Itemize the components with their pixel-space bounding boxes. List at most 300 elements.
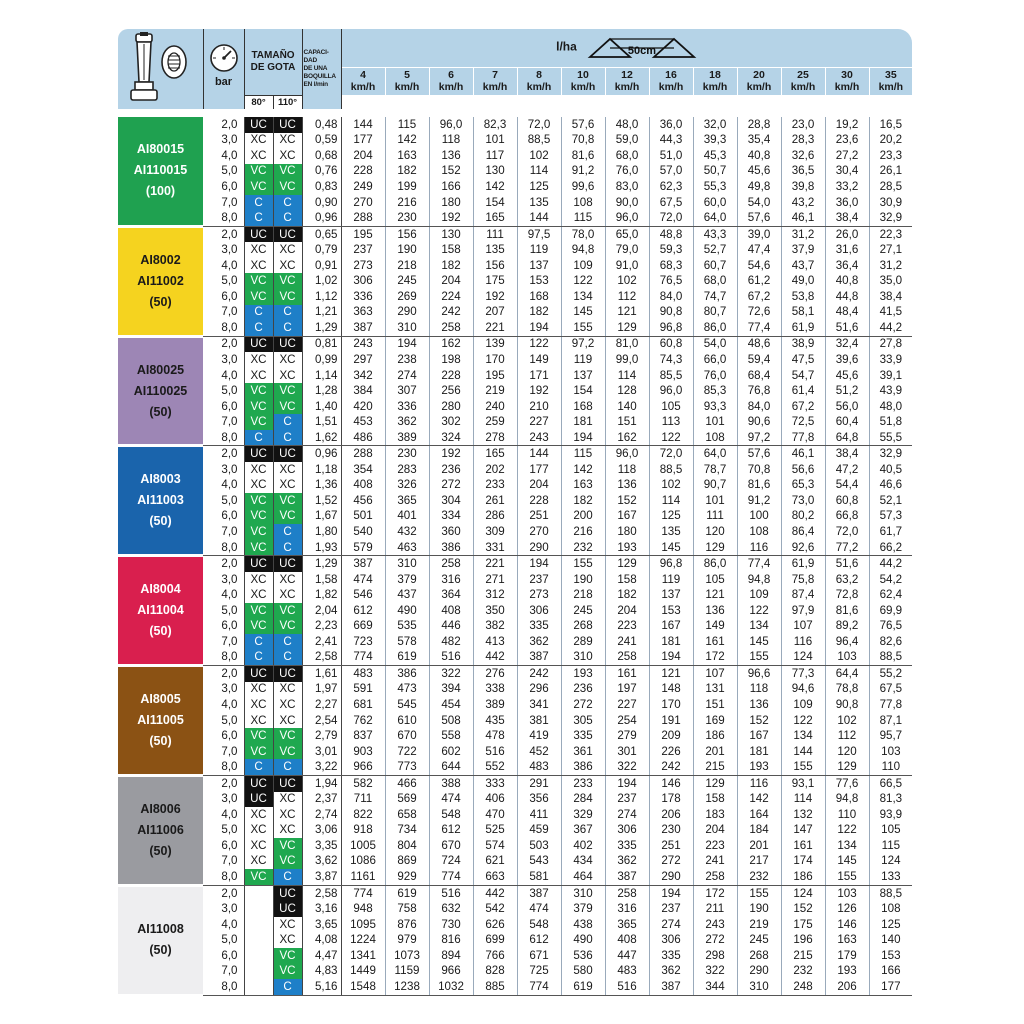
flow-value: 2,54 [302,713,341,729]
rate-value: 279 [605,728,649,744]
rate-value: 387 [605,869,649,885]
drop-size-110: C [273,759,302,775]
rate-value: 228 [517,493,561,509]
rate-value: 136 [737,697,781,713]
drop-size-110: C [273,195,302,211]
rate-value: 186 [781,869,825,885]
rate-value: 232 [561,540,605,556]
rate-value: 48,8 [649,226,693,242]
rate-value: 84,0 [737,399,781,415]
rate-value: 190 [385,242,429,258]
rate-value: 59,0 [605,133,649,149]
rate-value: 734 [385,823,429,839]
rate-value: 268 [737,948,781,964]
rate-value: 88,5 [879,886,903,900]
rate-value: 258 [429,320,473,336]
rate-value: 33,9 [879,352,903,366]
rate-value: 237 [517,572,561,588]
rate-value: 122 [649,430,693,446]
rate-value: 126 [825,901,869,917]
rate-value: 90,6 [737,414,781,430]
rate-value: 103 [825,650,869,666]
rate-value: 1095 [341,917,385,933]
pressure-value: 7,0 [203,414,244,430]
rate-value: 48,0 [605,117,649,133]
table-row [118,540,912,556]
rate-value: 78,8 [825,682,869,698]
rate-value: 876 [385,917,429,933]
rate-value: 52,7 [693,242,737,258]
rate-value: 60,7 [693,258,737,274]
rate-value: 96,0 [605,210,649,226]
rate-value: 354 [341,462,385,478]
rate-value: 545 [385,697,429,713]
rate-value: 19,2 [825,117,869,133]
rate-value: 72,0 [649,210,693,226]
rate-value: 612 [517,932,561,948]
rate-value: 109 [737,587,781,603]
rate-value: 536 [561,948,605,964]
drop-size-80: C [244,759,273,775]
rate-value: 140 [605,399,649,415]
table-row [118,587,912,603]
rate-value: 162 [605,430,649,446]
drop-size-80 [244,917,273,933]
speed-header: 25 km/h [781,67,825,95]
rate-value: 408 [429,603,473,619]
rate-value: 503 [517,838,561,854]
rate-value: 181 [649,634,693,650]
pressure-value: 8,0 [203,320,244,336]
rate-value: 204 [517,478,561,494]
pressure-value: 6,0 [203,948,244,964]
rate-value: 227 [517,414,561,430]
rate-value: 60,8 [825,493,869,509]
rate-value: 133 [869,869,912,885]
rate-value: 309 [473,524,517,540]
rate-value: 199 [385,179,429,195]
rate-value: 256 [429,383,473,399]
rate-value: 552 [473,759,517,775]
rate-value: 210 [517,399,561,415]
rate-value: 379 [561,901,605,917]
flow-value: 1,12 [302,289,341,305]
table-row [118,368,912,384]
rate-value: 306 [605,823,649,839]
drop-size-110: UC [273,446,302,462]
rate-value: 174 [781,854,825,870]
rate-value: 51,2 [825,383,869,399]
rate-value: 56,6 [781,462,825,478]
flow-value: 1,14 [302,368,341,384]
rate-value: 290 [517,540,561,556]
table-row [118,572,912,588]
rate-value: 272 [429,478,473,494]
drop-size-110: VC [273,493,302,509]
rate-value: 35,0 [879,274,903,288]
nozzle-label: AI8004 AI11004 (50) [118,556,203,666]
rate-value: 105 [649,399,693,415]
drop-size-80: XC [244,854,273,870]
rate-value: 76,8 [737,383,781,399]
rate-value: 60,0 [693,195,737,211]
rate-value: 273 [517,587,561,603]
rate-value: 57,6 [737,210,781,226]
rate-value: 134 [737,619,781,635]
rate-value: 190 [737,901,781,917]
rate-value: 135 [517,195,561,211]
rate-value: 91,2 [737,493,781,509]
rate-value: 96,4 [825,634,869,650]
rate-value: 134 [825,838,869,854]
drop-size-80 [244,885,273,901]
rate-value: 837 [341,728,385,744]
rate-value: 46,1 [781,210,825,226]
rate-value: 136 [605,478,649,494]
rate-value: 153 [649,603,693,619]
pressure-value: 4,0 [203,587,244,603]
nozzle-label: AI80025 AI110025 (50) [118,336,203,446]
drop-size-80: XC [244,462,273,478]
rate-value: 145 [561,305,605,321]
rate-value: 236 [561,682,605,698]
flow-value: 0,76 [302,164,341,180]
rate-value: 232 [737,869,781,885]
rate-value: 223 [693,838,737,854]
pressure-value: 7,0 [203,744,244,760]
rate-value: 72,0 [825,524,869,540]
drop-size-110: VC [273,838,302,854]
rate-value: 20,2 [879,133,903,147]
table-row [118,195,912,211]
rate-value: 95,7 [879,729,903,743]
drop-size-110: UC [273,336,302,352]
rate-value: 558 [429,728,473,744]
table-row [118,352,912,368]
rate-value: 155 [561,556,605,572]
rate-value: 122 [781,713,825,729]
rate-value: 60,8 [649,336,693,352]
rate-value: 172 [693,885,737,901]
rate-value: 490 [385,603,429,619]
pressure-gauge-icon [209,43,239,73]
rate-value: 156 [473,258,517,274]
rate-value: 78,0 [561,226,605,242]
drop-size-110: XC [273,478,302,494]
rate-value: 54,7 [781,368,825,384]
rate-value: 48,0 [879,399,903,413]
rate-value: 766 [473,948,517,964]
rate-value: 81,6 [737,478,781,494]
rate-value: 75,8 [781,572,825,588]
rate-value: 26,1 [879,164,903,178]
rate-value: 57,6 [737,446,781,462]
drop-size-110: VC [273,273,302,289]
rate-value: 43,3 [693,226,737,242]
pressure-value: 8,0 [203,759,244,775]
rate-value: 72,0 [517,117,561,133]
rate-value: 273 [341,258,385,274]
table-row [118,885,912,901]
rate-value: 129 [605,556,649,572]
rate-value: 31,2 [879,258,903,272]
speed-header: 10 km/h [561,67,605,95]
rate-value: 290 [737,964,781,980]
rate-value: 177 [869,979,912,995]
drop-size-80: VC [244,289,273,305]
drop-size-110: XC [273,792,302,808]
rate-value: 62,4 [879,588,903,602]
rate-value: 268 [561,619,605,635]
rate-value: 1224 [341,932,385,948]
rate-value: 54,0 [693,336,737,352]
rate-value: 438 [561,917,605,933]
rate-value: 1005 [341,838,385,854]
rate-value: 548 [429,807,473,823]
rate-value: 87,1 [879,713,903,727]
pressure-value: 5,0 [203,713,244,729]
rate-value: 142 [473,179,517,195]
rate-value: 51,6 [825,320,869,336]
rate-value: 290 [649,869,693,885]
rate-value: 116 [781,634,825,650]
nozzle-label: AI11008 (50) [118,885,203,995]
rate-value: 154 [561,383,605,399]
rate-value: 237 [341,242,385,258]
drop-size-110: UC [273,901,302,917]
rate-value: 115 [385,117,429,133]
rate-value: 172 [693,650,737,666]
rate-value: 221 [473,320,517,336]
rate-value: 83,0 [605,179,649,195]
rate-value: 146 [649,775,693,791]
spray-rate-table [118,29,912,997]
rate-value: 107 [781,619,825,635]
rate-value: 102 [517,148,561,164]
rate-value: 137 [517,258,561,274]
rate-value: 27,2 [825,148,869,164]
rate-value: 360 [429,524,473,540]
rate-value: 543 [517,854,561,870]
rate-value: 155 [561,320,605,336]
rate-value: 483 [605,964,649,980]
table-row [118,775,912,791]
rate-value: 46,1 [781,446,825,462]
drop-size-110: VC [273,744,302,760]
rate-value: 65,0 [605,226,649,242]
pressure-value: 6,0 [203,728,244,744]
rate-value: 204 [341,148,385,164]
rate-value: 218 [385,258,429,274]
rate-value: 363 [341,305,385,321]
rate-value: 215 [781,948,825,964]
rate-value: 74,7 [693,289,737,305]
pressure-value: 7,0 [203,854,244,870]
rate-value: 302 [429,414,473,430]
rate-value: 144 [517,446,561,462]
rate-value: 90,8 [649,305,693,321]
drop-size-110: C [273,414,302,430]
rate-value: 224 [429,289,473,305]
pressure-value: 2,0 [203,446,244,462]
rate-value: 312 [473,587,517,603]
flow-value: 0,96 [302,210,341,226]
drop-size-110: C [273,979,302,995]
rate-value: 155 [781,759,825,775]
rate-value: 77,3 [781,666,825,682]
rate-value: 85,3 [693,383,737,399]
rate-value: 238 [385,352,429,368]
rate-value: 200 [561,509,605,525]
table-row [118,133,912,149]
rate-value: 408 [605,932,649,948]
drop-size-80: XC [244,682,273,698]
rate-value: 120 [693,524,737,540]
rate-value: 142 [737,792,781,808]
rate-value: 125 [517,179,561,195]
rate-value: 240 [473,399,517,415]
pressure-value: 2,0 [203,666,244,682]
rate-value: 43,7 [781,258,825,274]
rate-value: 644 [429,759,473,775]
pressure-value: 3,0 [203,901,244,917]
rate-value: 1159 [385,964,429,980]
drop-size-80: XC [244,242,273,258]
rate-value: 94,6 [781,682,825,698]
spacing-label: 50cm [627,44,656,57]
rate-value: 122 [737,603,781,619]
rate-value: 310 [737,979,781,995]
table-row [118,179,912,195]
pressure-value: 6,0 [203,399,244,415]
rate-value: 192 [517,383,561,399]
flow-value: 1,61 [302,666,341,682]
rate-value: 217 [737,854,781,870]
speed-header: 16 km/h [649,67,693,95]
rate-value: 296 [517,682,561,698]
rate-value: 27,8 [879,337,903,351]
rate-value: 619 [385,650,429,666]
rate-value: 535 [385,619,429,635]
rate-value: 215 [693,759,737,775]
table-row [118,164,912,180]
table-row [118,759,912,775]
rate-value: 271 [473,572,517,588]
rate-value: 39,3 [693,133,737,149]
rate-value: 36,0 [649,117,693,133]
drop-size-80: XC [244,697,273,713]
rate-value: 516 [473,744,517,760]
rate-value: 108 [881,902,901,916]
rate-value: 81,3 [879,792,903,806]
rate-value: 464 [561,869,605,885]
drop-size-80: VC [244,509,273,525]
rate-value: 114 [781,792,825,808]
pressure-value: 6,0 [203,179,244,195]
rate-value: 216 [385,195,429,211]
rate-value: 483 [517,759,561,775]
rate-value: 107 [693,666,737,682]
rate-value: 619 [385,885,429,901]
rate-value: 280 [429,399,473,415]
rate-value: 447 [605,948,649,964]
rate-value: 144 [781,744,825,760]
pressure-value: 4,0 [203,148,244,164]
rate-value: 180 [605,524,649,540]
rate-value: 114 [649,493,693,509]
drop-size-110: C [273,869,302,885]
drop-size-110: XC [273,462,302,478]
table-row [118,148,912,164]
pressure-value: 4,0 [203,478,244,494]
rate-value: 66,8 [825,509,869,525]
rate-value: 272 [649,854,693,870]
drop-size-80: UC [244,117,273,133]
rate-value: 38,4 [879,289,903,303]
rate-value: 251 [517,509,561,525]
rate-value: 86,0 [693,320,737,336]
nozzle-icon [118,29,203,109]
rate-value: 55,5 [869,430,912,446]
rate-value: 329 [561,807,605,823]
flow-value: 1,62 [302,430,341,446]
rate-value: 379 [385,572,429,588]
rate-value: 306 [517,603,561,619]
rate-value: 61,4 [781,383,825,399]
rate-value: 437 [385,587,429,603]
rate-value: 466 [385,775,429,791]
rate-value: 167 [649,619,693,635]
rate-value: 276 [473,666,517,682]
rate-value: 486 [341,430,385,446]
rate-value: 191 [649,713,693,729]
rate-value: 67,2 [737,289,781,305]
rate-value: 198 [429,352,473,368]
rate-value: 195 [341,226,385,242]
rate-value: 30,9 [879,195,903,209]
rate-value: 67,5 [649,195,693,211]
pressure-value: 4,0 [203,258,244,274]
rate-value: 49,8 [737,179,781,195]
rate-value: 94,8 [561,242,605,258]
rate-value: 758 [385,901,429,917]
rate-value: 54,2 [879,572,903,586]
rate-value: 54,0 [737,195,781,211]
rate-value: 274 [385,368,429,384]
drop-size-80: XC [244,478,273,494]
flow-value: 4,47 [302,948,341,964]
rate-value: 171 [517,368,561,384]
rate-value: 76,5 [879,619,903,633]
rate-value: 115 [561,210,605,226]
rate-value: 124 [781,885,825,901]
rate-value: 70,8 [561,133,605,149]
rate-value: 38,4 [825,210,869,226]
table-row [118,305,912,321]
rate-value: 591 [341,682,385,698]
rate-value: 43,9 [879,384,903,398]
rate-value: 243 [693,917,737,933]
rate-value: 39,8 [781,179,825,195]
speed-header: 6 km/h [429,67,473,95]
rate-value: 525 [473,823,517,839]
rate-value: 86,0 [693,556,737,572]
rate-value: 179 [825,948,869,964]
rate-value: 228 [341,164,385,180]
rate-value: 195 [473,368,517,384]
rate-value: 52,1 [879,493,903,507]
rate-value: 211 [693,901,737,917]
